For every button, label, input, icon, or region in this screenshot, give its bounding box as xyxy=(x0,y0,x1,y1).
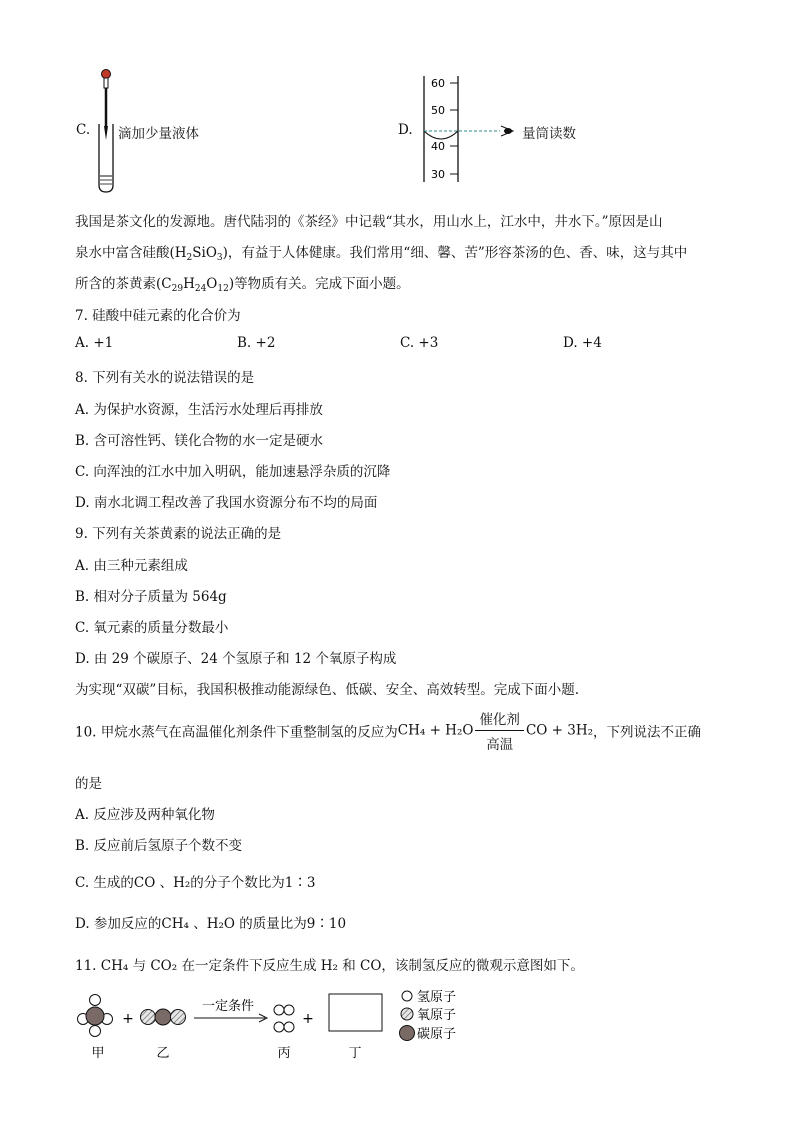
unknown-product-box xyxy=(329,994,382,1031)
q10-stem-cont: 的是 xyxy=(75,776,102,792)
label-bing: 丙 xyxy=(277,1046,291,1061)
q10-option-a: A. 反应涉及两种氧化物 xyxy=(75,807,215,823)
tick-label-50: 50 xyxy=(431,104,445,117)
q9-stem: 9. 下列有关茶黄素的说法正确的是 xyxy=(75,526,282,542)
label-ding: 丁 xyxy=(348,1046,362,1061)
tick-label-40: 40 xyxy=(431,140,445,153)
legend-oxygen: 氧原子 xyxy=(417,1008,457,1023)
label-jia: 甲 xyxy=(91,1046,105,1061)
q10-eq-arrow xyxy=(475,708,524,753)
passage-1-line-3: 所含的茶黄素$(C_{29}H_{24}O_{12})$等物质有关。完成下面小题。 xyxy=(75,276,410,294)
microscopic-reaction-diagram xyxy=(70,985,490,1065)
label-yi: 乙 xyxy=(156,1046,170,1061)
q10-eq-left: CH₄ + H₂O xyxy=(397,722,474,739)
q11-stem: 11. CH₄ 与 CO₂ 在一定条件下反应生成 H₂ 和 CO，该制氢反应的微观示意图如下。 xyxy=(75,958,584,974)
plus-sign-1: + xyxy=(122,1011,134,1027)
q7-option-d: D. +4 xyxy=(563,335,602,351)
tick-label-60: 60 xyxy=(431,77,445,90)
legend-hydrogen-icon xyxy=(402,991,412,1001)
molecule-carbon-dioxide xyxy=(141,1009,186,1025)
q10-option-d: D. 参加反应的CH₄ 、H₂O 的质量比为9∶10 xyxy=(75,916,347,932)
q8-option-c: C. 向浑浊的江水中加入明矾，能加速悬浮杂质的沉降 xyxy=(75,464,391,480)
legend-hydrogen: 氢原子 xyxy=(417,990,457,1005)
q8-stem: 8. 下列有关水的说法错误的是 xyxy=(75,370,255,386)
passage-2: 为实现“双碳”目标，我国积极推动能源绿色、低碳、安全、高效转型。完成下面小题. xyxy=(75,682,580,698)
graduated-cylinder-figure xyxy=(414,74,524,184)
q10-option-c: C. 生成的CO 、H₂的分子个数比为1∶3 xyxy=(75,875,316,891)
q10-eq-catalyst: 催化剂 xyxy=(475,708,524,731)
legend-carbon: 碳原子 xyxy=(417,1027,457,1042)
option-d-letter: D. xyxy=(398,122,413,138)
legend-oxygen-icon xyxy=(401,1008,413,1020)
q7-option-a: A. +1 xyxy=(75,335,114,351)
q9-option-c: C. 氧元素的质量分数最小 xyxy=(75,620,229,636)
q8-option-a: A. 为保护水资源，生活污水处理后再排放 xyxy=(75,402,323,418)
q7-option-b: B. +2 xyxy=(237,335,276,351)
q10-eq-right: CO + 3H₂ xyxy=(525,722,594,739)
option-c-caption: 滴加少量液体 xyxy=(118,126,199,142)
passage-1-line-1: 我国是茶文化的发源地。唐代陆羽的《茶经》中记载“其水，用山水上，江水中，井水下。”原因是山 xyxy=(75,214,663,230)
tick-label-30: 30 xyxy=(431,168,445,181)
q9-option-b: B. 相对分子质量为 564g xyxy=(75,589,227,605)
molecule-hydrogen-pair xyxy=(274,1005,294,1032)
q10-option-b: B. 反应前后氢原子个数不变 xyxy=(75,838,243,854)
plus-sign-2: + xyxy=(302,1011,314,1027)
passage-1-line-2: 泉水中富含硅酸$(H_2SiO_3)$，有益于人体健康。我们常用“细、馨、苦”形容茶汤的色、香、味，这与其中 xyxy=(75,245,688,263)
q8-option-d: D. 南水北调工程改善了我国水资源分布不均的局面 xyxy=(75,495,378,511)
q9-option-d: D. 由 29 个碳原子、24 个氢原子和 12 个氧原子构成 xyxy=(75,651,397,667)
q10-stem: 10. 甲烷水蒸气在高温催化剂条件下重整制氢的反应为CH₄ + H₂O $\frac{\text{催化剂}}{\text{高温}}$ CO + 3H₂，下列说法不正确 xyxy=(75,708,701,753)
q10-eq-condition: 高温 xyxy=(486,737,514,753)
q9-option-a: A. 由三种元素组成 xyxy=(75,558,188,574)
q8-option-b: B. 含可溶性钙、镁化合物的水一定是硬水 xyxy=(75,433,324,449)
molecule-methane xyxy=(78,995,113,1037)
option-d-caption: 量筒读数 xyxy=(522,126,576,142)
q7-stem: 7. 硅酸中硅元素的化合价为 xyxy=(75,308,241,324)
reaction-condition: 一定条件 xyxy=(201,999,255,1014)
option-c-letter: C. xyxy=(76,122,91,138)
q7-option-c: C. +3 xyxy=(400,335,439,351)
legend-carbon-icon xyxy=(400,1026,415,1041)
